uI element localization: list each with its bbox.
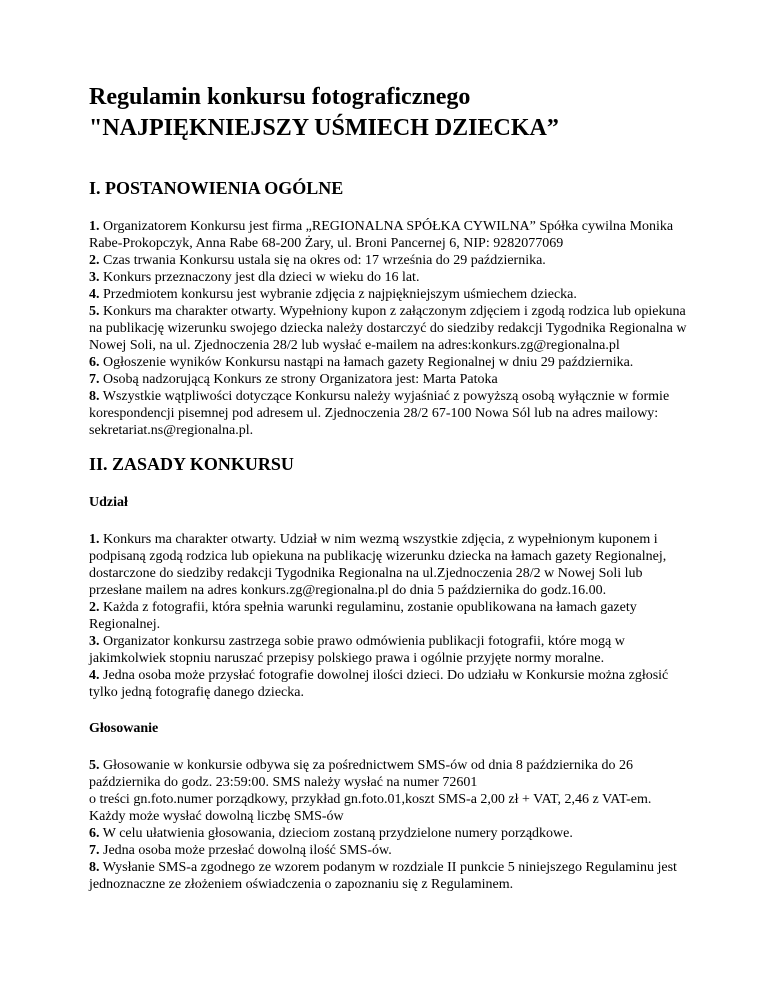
- list-item: 2. Czas trwania Konkursu ustala się na okres od: 17 września do 29 października.: [89, 253, 546, 268]
- list-item: 7. Jedna osoba może przesłać dowolną ilość SMS-ów.: [89, 843, 392, 858]
- list-item: 3. Konkurs przeznaczony jest dla dzieci w wieku do 16 lat.: [89, 270, 420, 285]
- list-item: 4. Przedmiotem konkursu jest wybranie zdjęcia z najpiękniejszym uśmiechem dziecka.: [89, 287, 577, 302]
- title-line-2: "NAJPIĘKNIEJSZY UŚMIECH DZIECKA”: [89, 115, 559, 141]
- subheading-udzial: Udział: [89, 495, 128, 510]
- list-item: 6. W celu ułatwienia głosowania, dzieciom zostaną przydzielone numery porządkowe.: [89, 826, 573, 841]
- subheading-glosowanie: Głosowanie: [89, 721, 159, 736]
- title-line-1: Regulamin konkursu fotograficznego: [89, 84, 471, 110]
- list-item: 6. Ogłoszenie wyników Konkursu nastąpi na łamach gazety Regionalnej w dniu 29 października.: [89, 355, 634, 370]
- section-body-udzial: [89, 531, 689, 701]
- section-body-postanowienia: [89, 218, 689, 439]
- list-item: 8. Wszystkie wątpliwości dotyczące Konkursu należy wyjaśniać z powyższą osobą wyłącznie w formie korespondencji pisemnej pod adresem ul. Zjednoczenia 28/2 67-100 Nowa Sól lub na adres mailowy: sekretariat.ns@regionalna.pl.: [89, 389, 670, 438]
- list-item: 5. Konkurs ma charakter otwarty. Wypełniony kupon z załączonym zdjęciem i zgodą rodzica lub opiekuna na publikację wizerunku swojego dziecka należy dostarczyć do siedziby redakcji Tygodnika Regionalna w Nowej Soli, na ul. Zjednoczenia 28/2 lub wysłać e-mailem na adres:konkurs.zg@regionalna.pl: [89, 304, 687, 353]
- document-page: [89, 82, 689, 893]
- list-item: 3. Organizator konkursu zastrzega sobie prawo odmówienia publikacji fotografii, które mogą w jakimkolwiek stopniu naruszać przepisy polskiego prawa i ogólnie przyjęte normy moralne.: [89, 634, 625, 666]
- list-item: 2. Każda z fotografii, która spełnia warunki regulaminu, zostanie opublikowana na łamach gazety Regionalnej.: [89, 600, 637, 632]
- text-line: Każdy może wysłać dowolną liczbę SMS-ów: [89, 809, 344, 824]
- list-item: 1. Konkurs ma charakter otwarty. Udział w nim wezmą wszystkie zdjęcia, z wypełnionym kuponem i podpisaną zgodą rodzica lub opiekuna na publikację wizerunku dziecka na łamach gazety Regionalnej, dostarczone do siedziby redakcji Tygodnika Regionalna na ul.Zjednoczenia 28/2 w Nowej Soli lub przesłane mailem na adres konkurs.zg@regionalna.pl do dnia 5 października do godz.16.00.: [89, 532, 667, 598]
- list-item: 1. Organizatorem Konkursu jest firma „REGIONALNA SPÓŁKA CYWILNA” Spółka cywilna Monika Rabe-Prokopczyk, Anna Rabe 68-200 Żary, ul. Broni Pancernej 6, NIP: 9282077069: [89, 219, 674, 251]
- list-item: 7. Osobą nadzorującą Konkurs ze strony Organizatora jest: Marta Patoka: [89, 372, 498, 387]
- section-heading-zasady: II. ZASADY KONKURSU: [89, 454, 294, 474]
- list-item: 5. Głosowanie w konkursie odbywa się za pośrednictwem SMS-ów od dnia 8 października do 26 października do godz. 23:59:00. SMS należy wysłać na numer 72601: [89, 758, 633, 790]
- page-title: [89, 82, 689, 144]
- section-heading-postanowienia: I. POSTANOWIENIA OGÓLNE: [89, 178, 344, 198]
- list-item: 8. Wysłanie SMS-a zgodnego ze wzorem podanym w rozdziale II punkcie 5 niniejszego Regulaminu jest jednoznaczne ze złożeniem oświadczenia o zapoznaniu się z Regulaminem.: [89, 860, 677, 892]
- list-item: 4. Jedna osoba może przysłać fotografie dowolnej ilości dzieci. Do udziału w Konkursie można zgłosić tylko jedną fotografię danego dziecka.: [89, 668, 669, 700]
- text-line: o treści gn.foto.numer porządkowy, przykład gn.foto.01,koszt SMS-a 2,00 zł + VAT, 2,46 z VAT-em.: [89, 792, 652, 807]
- section-body-glosowanie: [89, 757, 689, 893]
